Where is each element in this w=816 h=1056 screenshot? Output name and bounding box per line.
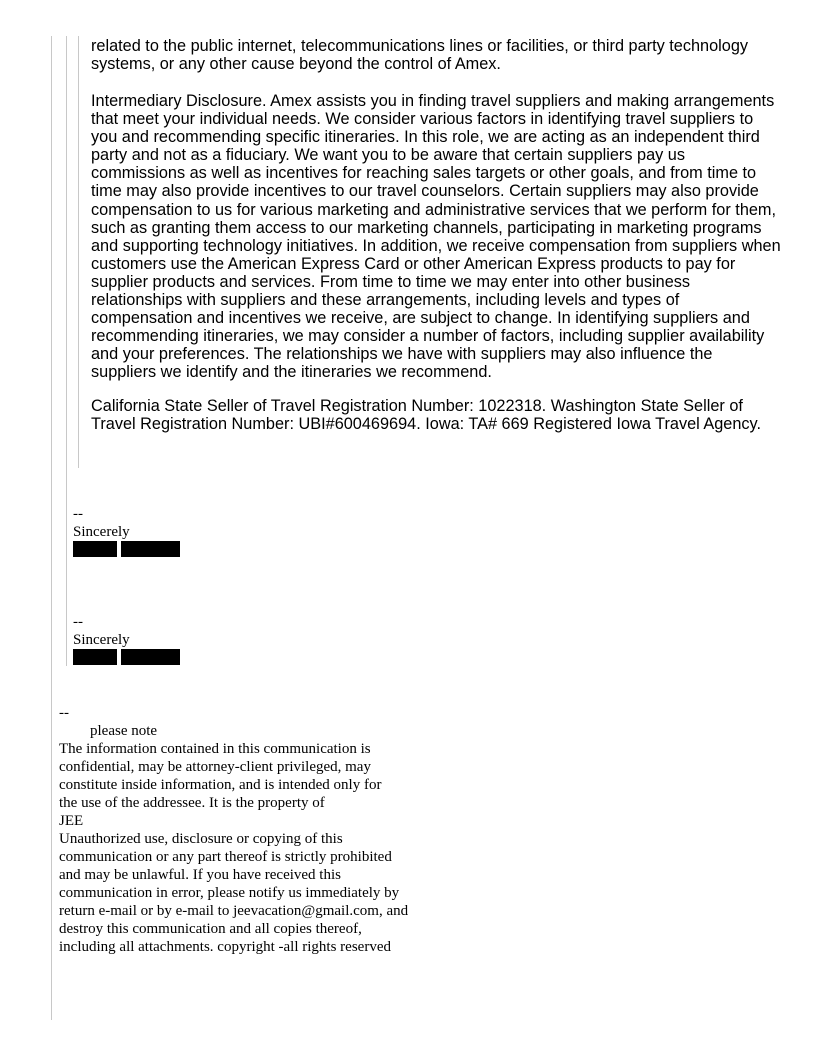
footer-line: constitute inside information, and is intended only for	[59, 777, 382, 793]
redacted-name-last	[121, 541, 180, 557]
footer-line: communication in error, please notify us immediately by	[59, 885, 400, 901]
redacted-name-first	[73, 649, 117, 665]
signature-block-1	[73, 505, 130, 541]
signature-separator: --	[73, 614, 83, 630]
signature-block-2	[73, 613, 130, 649]
footer-separator: --	[59, 705, 69, 721]
redacted-name-last	[121, 649, 180, 665]
disclosure-continuation: related to the public internet, telecommunications lines or facilities, or third party technology systems, or any other cause beyond the control of Amex.	[91, 37, 749, 74]
quote-bar-middle	[66, 36, 67, 666]
footer-line: destroy this communication and all copies thereof,	[59, 921, 362, 937]
signature-closing: Sincerely	[73, 524, 130, 540]
quote-bar-inner	[78, 36, 79, 468]
footer-line: The information contained in this communication is	[59, 741, 371, 757]
note-heading: please note	[90, 723, 158, 739]
footer-line: including all attachments. copyright -all rights reserved	[59, 939, 391, 955]
footer-line: and may be unlawful. If you have received this	[59, 867, 341, 883]
signature-separator: --	[73, 506, 83, 522]
footer-line: Unauthorized use, disclosure or copying of this	[59, 831, 343, 847]
quote-bar-outer	[51, 36, 52, 1020]
footer-line: the use of the addressee. It is the property of	[59, 795, 325, 811]
intermediary-disclosure: Intermediary Disclosure. Amex assists you in finding travel suppliers and making arrangements that meet your individual needs. We consider various factors in identifying travel suppliers to you and recommending specific itineraries. In this role, we are acting as an independent third party and not as a fiduciary. We want you to be aware that certain suppliers pay us commissions as well as incentives for reaching sales targets or other goals, and from time to time may also provide incentives to our travel counselors. Certain suppliers may also provide compensation to us for various marketing and administrative services that we perform for them, such as granting them access to our marketing channels, participating in marketing programs and supporting technology initiatives. In addition, we receive compensation from suppliers when customers use the American Express Card or other American Express products to pay for supplier products and services. From time to time we may enter into other business relationships with suppliers and these arrangements, including levels and types of compensation and incentives we receive, are subject to change. In identifying suppliers and recommending itineraries, we may consider a number of factors, including supplier availability and your preferences. The relationships we have with suppliers may also influence the suppliers we identify and the itineraries we recommend.	[91, 92, 781, 382]
footer-line: return e-mail or by e-mail to jeevacation@gmail.com, and	[59, 903, 409, 919]
footer-line: confidential, may be attorney-client privileged, may	[59, 759, 371, 775]
redacted-name-first	[73, 541, 117, 557]
footer-line: communication or any part thereof is strictly prohibited	[59, 849, 392, 865]
confidentiality-footer	[59, 704, 459, 956]
registration-numbers: California State Seller of Travel Registration Number: 1022318. Washington State Seller of Travel Registration Number: UBI#600469694. Iowa: TA# 669 Registered Iowa Travel Agency.	[91, 397, 762, 434]
footer-line: JEE	[59, 813, 84, 829]
signature-closing: Sincerely	[73, 632, 130, 648]
